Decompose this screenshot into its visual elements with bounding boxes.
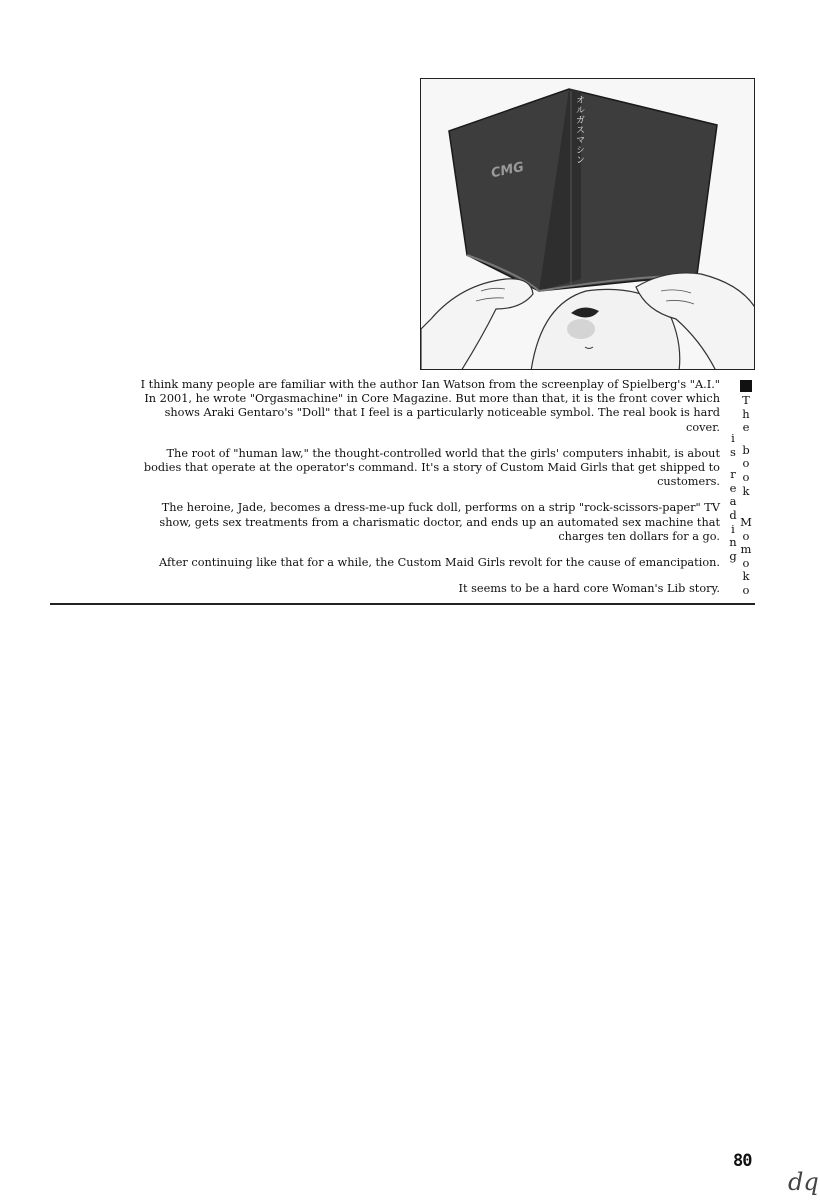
illustration-drawing xyxy=(421,79,755,370)
caption-marker-icon xyxy=(740,380,752,392)
commentary-text xyxy=(140,378,720,608)
caption-letter: k xyxy=(742,569,750,584)
caption-letter: e xyxy=(729,480,737,495)
book-cover-logo: CMG xyxy=(489,159,526,182)
caption-column-1 xyxy=(739,394,753,498)
book-reading-illustration xyxy=(420,78,755,370)
page-number: 80 xyxy=(733,1151,752,1171)
caption-letter: g xyxy=(729,548,737,563)
caption-letter: s xyxy=(730,444,736,459)
commentary-paragraph: I think many people are familiar with the author Ian Watson from the screenplay of Spielberg's "A.I." In 2001, he wrote "Orgasmachine" in Core Magazine. But more than that, it is the front cover which shows Araki Gentaro's "Doll" that I feel is a particularly noticeable symbol. The real book is hard cover. xyxy=(140,378,720,434)
caption-letter: m xyxy=(740,542,752,557)
watermark-logo: dq xyxy=(788,1168,819,1196)
caption-column-3 xyxy=(739,516,753,598)
section-divider xyxy=(50,603,755,605)
caption-letter: o xyxy=(742,555,750,570)
caption-letter: k xyxy=(742,483,750,498)
commentary-paragraph: The heroine, Jade, becomes a dress-me-up fuck doll, performs on a strip "rock-scissors-paper" TV show, gets sex treatments from a charismatic doctor, and ends up an automated sex machine that charges ten dollars for a go. xyxy=(159,501,720,543)
caption-letter: e xyxy=(742,420,750,435)
commentary-paragraph: After continuing like that for a while, the Custom Maid Girls revolt for the cause of emancipation. xyxy=(159,556,720,570)
caption-letter: o xyxy=(742,528,750,543)
caption-letter: r xyxy=(730,467,736,482)
caption-letter: T xyxy=(742,393,750,407)
caption-letter: d xyxy=(729,507,737,522)
caption-letter: i xyxy=(731,521,735,536)
caption-letter: M xyxy=(740,515,752,529)
caption-letter: a xyxy=(729,494,737,509)
caption-letter: b xyxy=(742,442,750,457)
caption-letter: o xyxy=(742,469,750,484)
book-cover-title: オルガスマシン xyxy=(574,95,584,165)
caption-letter: h xyxy=(742,406,750,421)
caption-letter: o xyxy=(742,456,750,471)
commentary-paragraph: The root of "human law," the thought-controlled world that the girls' computers inhabit, is about bodies that operate at the operator's command. It's a story of Custom Maid Girls that get shipped to customers. xyxy=(143,446,720,489)
caption-letter: o xyxy=(742,582,750,597)
caption-letter: i xyxy=(731,431,735,445)
caption-letter: n xyxy=(729,535,737,550)
caption-column-2 xyxy=(726,432,740,563)
commentary-paragraph: It seems to be a hard core Woman's Lib story. xyxy=(458,582,720,596)
